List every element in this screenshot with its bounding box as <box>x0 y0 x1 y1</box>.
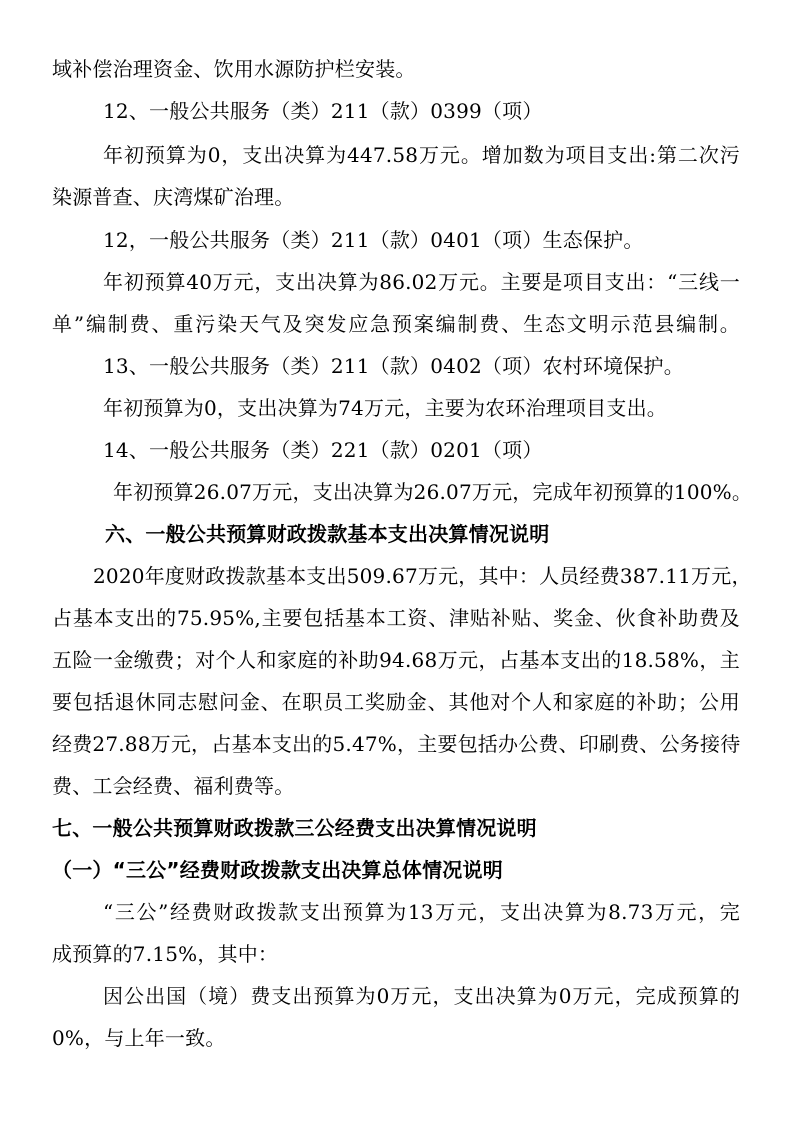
paragraph-line: 域补偿治理资金、饮用水源防护栏安装。 <box>52 57 416 81</box>
paragraph-line: 因公出国（境）费支出预算为0万元，支出决算为0万元，完成预算的 <box>103 984 740 1008</box>
section-heading-7: 七、一般公共预算财政拨款三公经费支出决算情况说明 <box>52 816 537 840</box>
paragraph-line: 染源普查、庆湾煤矿治理。 <box>52 185 295 209</box>
paragraph-line: 年初预算为0，支出决算为447.58万元。增加数为项目支出:第二次污 <box>103 143 740 167</box>
section-item-heading: 12、一般公共服务（类）211（款）0399（项） <box>103 99 543 123</box>
section-item-heading: 12，一般公共服务（类）211（款）0401（项）生态保护。 <box>103 228 644 252</box>
paragraph-line: 经费27.88万元，占基本支出的5.47%，主要包括办公费、印刷费、公务接待 <box>52 732 741 756</box>
paragraph-line: 年初预算40万元，支出决算为86.02万元。主要是项目支出：“三线一 <box>103 270 740 294</box>
paragraph-line: 0%，与上年一致。 <box>52 1026 226 1050</box>
section-item-heading: 13、一般公共服务（类）211（款）0402（项）农村环境保护。 <box>103 354 684 378</box>
paragraph-line: 单”编制费、重污染天气及突发应急预案编制费、生态文明示范县编制。 <box>52 312 740 336</box>
paragraph-line: “三公”经费财政拨款支出预算为13万元，支出决算为8.73万元，完 <box>103 900 740 924</box>
paragraph-line: 年初预算为0，支出决算为74万元，主要为农环治理项目支出。 <box>103 396 667 420</box>
subsection-heading: （一）“三公”经费财政拨款支出决算总体情况说明 <box>52 858 503 882</box>
paragraph-line: 五险一金缴费；对个人和家庭的补助94.68万元，占基本支出的18.58%，主 <box>52 648 740 672</box>
section-item-heading: 14、一般公共服务（类）221（款）0201（项） <box>103 438 543 462</box>
section-heading-6: 六、一般公共预算财政拨款基本支出决算情况说明 <box>105 522 550 546</box>
paragraph-line: 2020年度财政拨款基本支出509.67万元，其中：人员经费387.11万元， <box>93 564 752 588</box>
paragraph-line: 占基本支出的75.95%,主要包括基本工资、津贴补贴、奖金、伙食补助费及 <box>52 606 740 630</box>
paragraph-line: 要包括退休同志慰问金、在职员工奖励金、其他对个人和家庭的补助；公用 <box>52 690 740 714</box>
paragraph-line: 成预算的7.15%，其中： <box>52 942 279 966</box>
paragraph-line: 年初预算26.07万元，支出决算为26.07万元，完成年初预算的100%。 <box>113 480 753 504</box>
paragraph-line: 费、工会经费、福利费等。 <box>52 774 295 798</box>
